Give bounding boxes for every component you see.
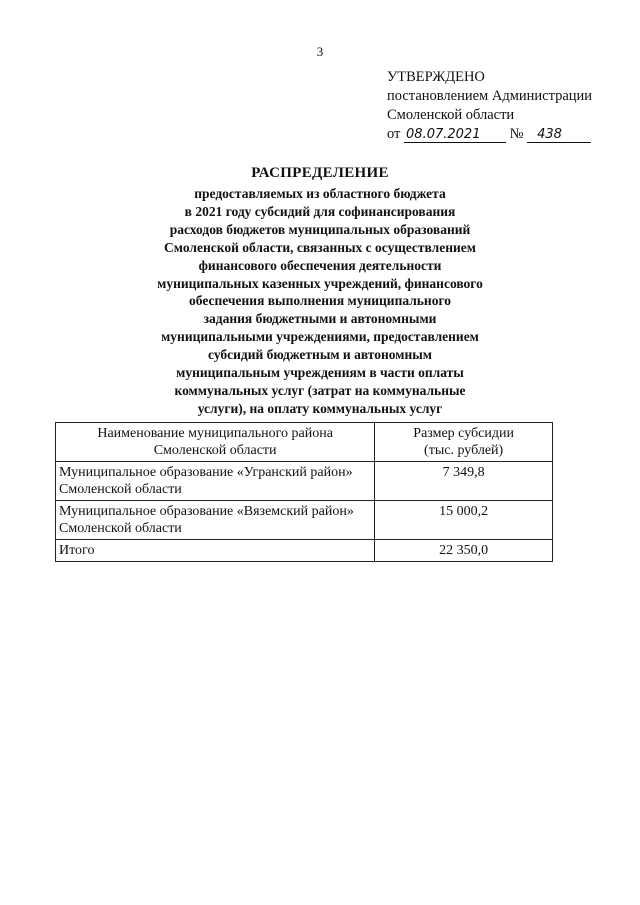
subtitle-line: финансового обеспечения деятельности xyxy=(198,257,442,273)
subtitle-line: услуги), на оплату коммунальных услуг xyxy=(197,400,443,416)
approval-stamp xyxy=(387,68,592,144)
cell-total-amount: 22 350,0 xyxy=(375,540,553,562)
subtitle-line: задания бюджетными и автономными xyxy=(203,311,437,327)
page-number: 3 xyxy=(316,44,324,59)
cell-subsidy-amount: 7 349,8 xyxy=(375,462,553,501)
cell-district-name: Муниципальное образование «Угранский район» Смоленской области xyxy=(56,462,375,501)
subtitle-line: Смоленской области, связанных с осуществлением xyxy=(164,239,476,255)
table-total-row xyxy=(56,540,553,562)
approval-date-handwritten: 08.07.2021 xyxy=(404,127,506,143)
table-row xyxy=(56,462,553,501)
subsidy-table-wrapper xyxy=(55,422,553,562)
table-row xyxy=(56,501,553,540)
table-header-row xyxy=(56,423,553,462)
subtitle-line: коммунальных услуг (затрат на коммунальные xyxy=(174,382,466,398)
approval-date-prefix: от xyxy=(387,126,401,142)
subtitle-line: предоставляемых из областного бюджета xyxy=(194,186,446,201)
approval-number-sign: № xyxy=(509,126,524,142)
header-subsidy-amount: Размер субсидии (тыс. рублей) xyxy=(375,423,553,462)
subtitle-line: расходов бюджетов муниципальных образований xyxy=(169,221,471,237)
document-subtitle xyxy=(0,185,640,418)
cell-subsidy-amount: 15 000,2 xyxy=(375,501,553,540)
subtitle-line: в 2021 году субсидий для софинансирования xyxy=(184,203,456,219)
approval-date-line xyxy=(387,125,592,144)
header-district-name: Наименование муниципального района Смоленской области xyxy=(56,423,375,462)
subtitle-line: муниципальными учреждениями, предоставлением xyxy=(161,329,479,345)
cell-total-label: Итого xyxy=(56,540,375,562)
approval-number-handwritten: 438 xyxy=(527,127,591,143)
subtitle-line: муниципальных казенных учреждений, финансового xyxy=(157,275,483,291)
subsidy-table xyxy=(55,422,553,562)
approval-issuer: постановлением Администрации xyxy=(387,88,593,104)
document-title-block xyxy=(0,163,640,418)
approval-title: УТВЕРЖДЕНО xyxy=(387,69,485,85)
subtitle-line: муниципальным учреждениям в части оплаты xyxy=(176,365,464,381)
cell-district-name: Муниципальное образование «Вяземский район» Смоленской области xyxy=(56,501,375,540)
document-title: РАСПРЕДЕЛЕНИЕ xyxy=(251,165,389,181)
subtitle-line: субсидий бюджетным и автономным xyxy=(208,347,432,363)
subtitle-line: обеспечения выполнения муниципального xyxy=(189,293,451,309)
approval-region: Смоленской области xyxy=(387,107,515,123)
